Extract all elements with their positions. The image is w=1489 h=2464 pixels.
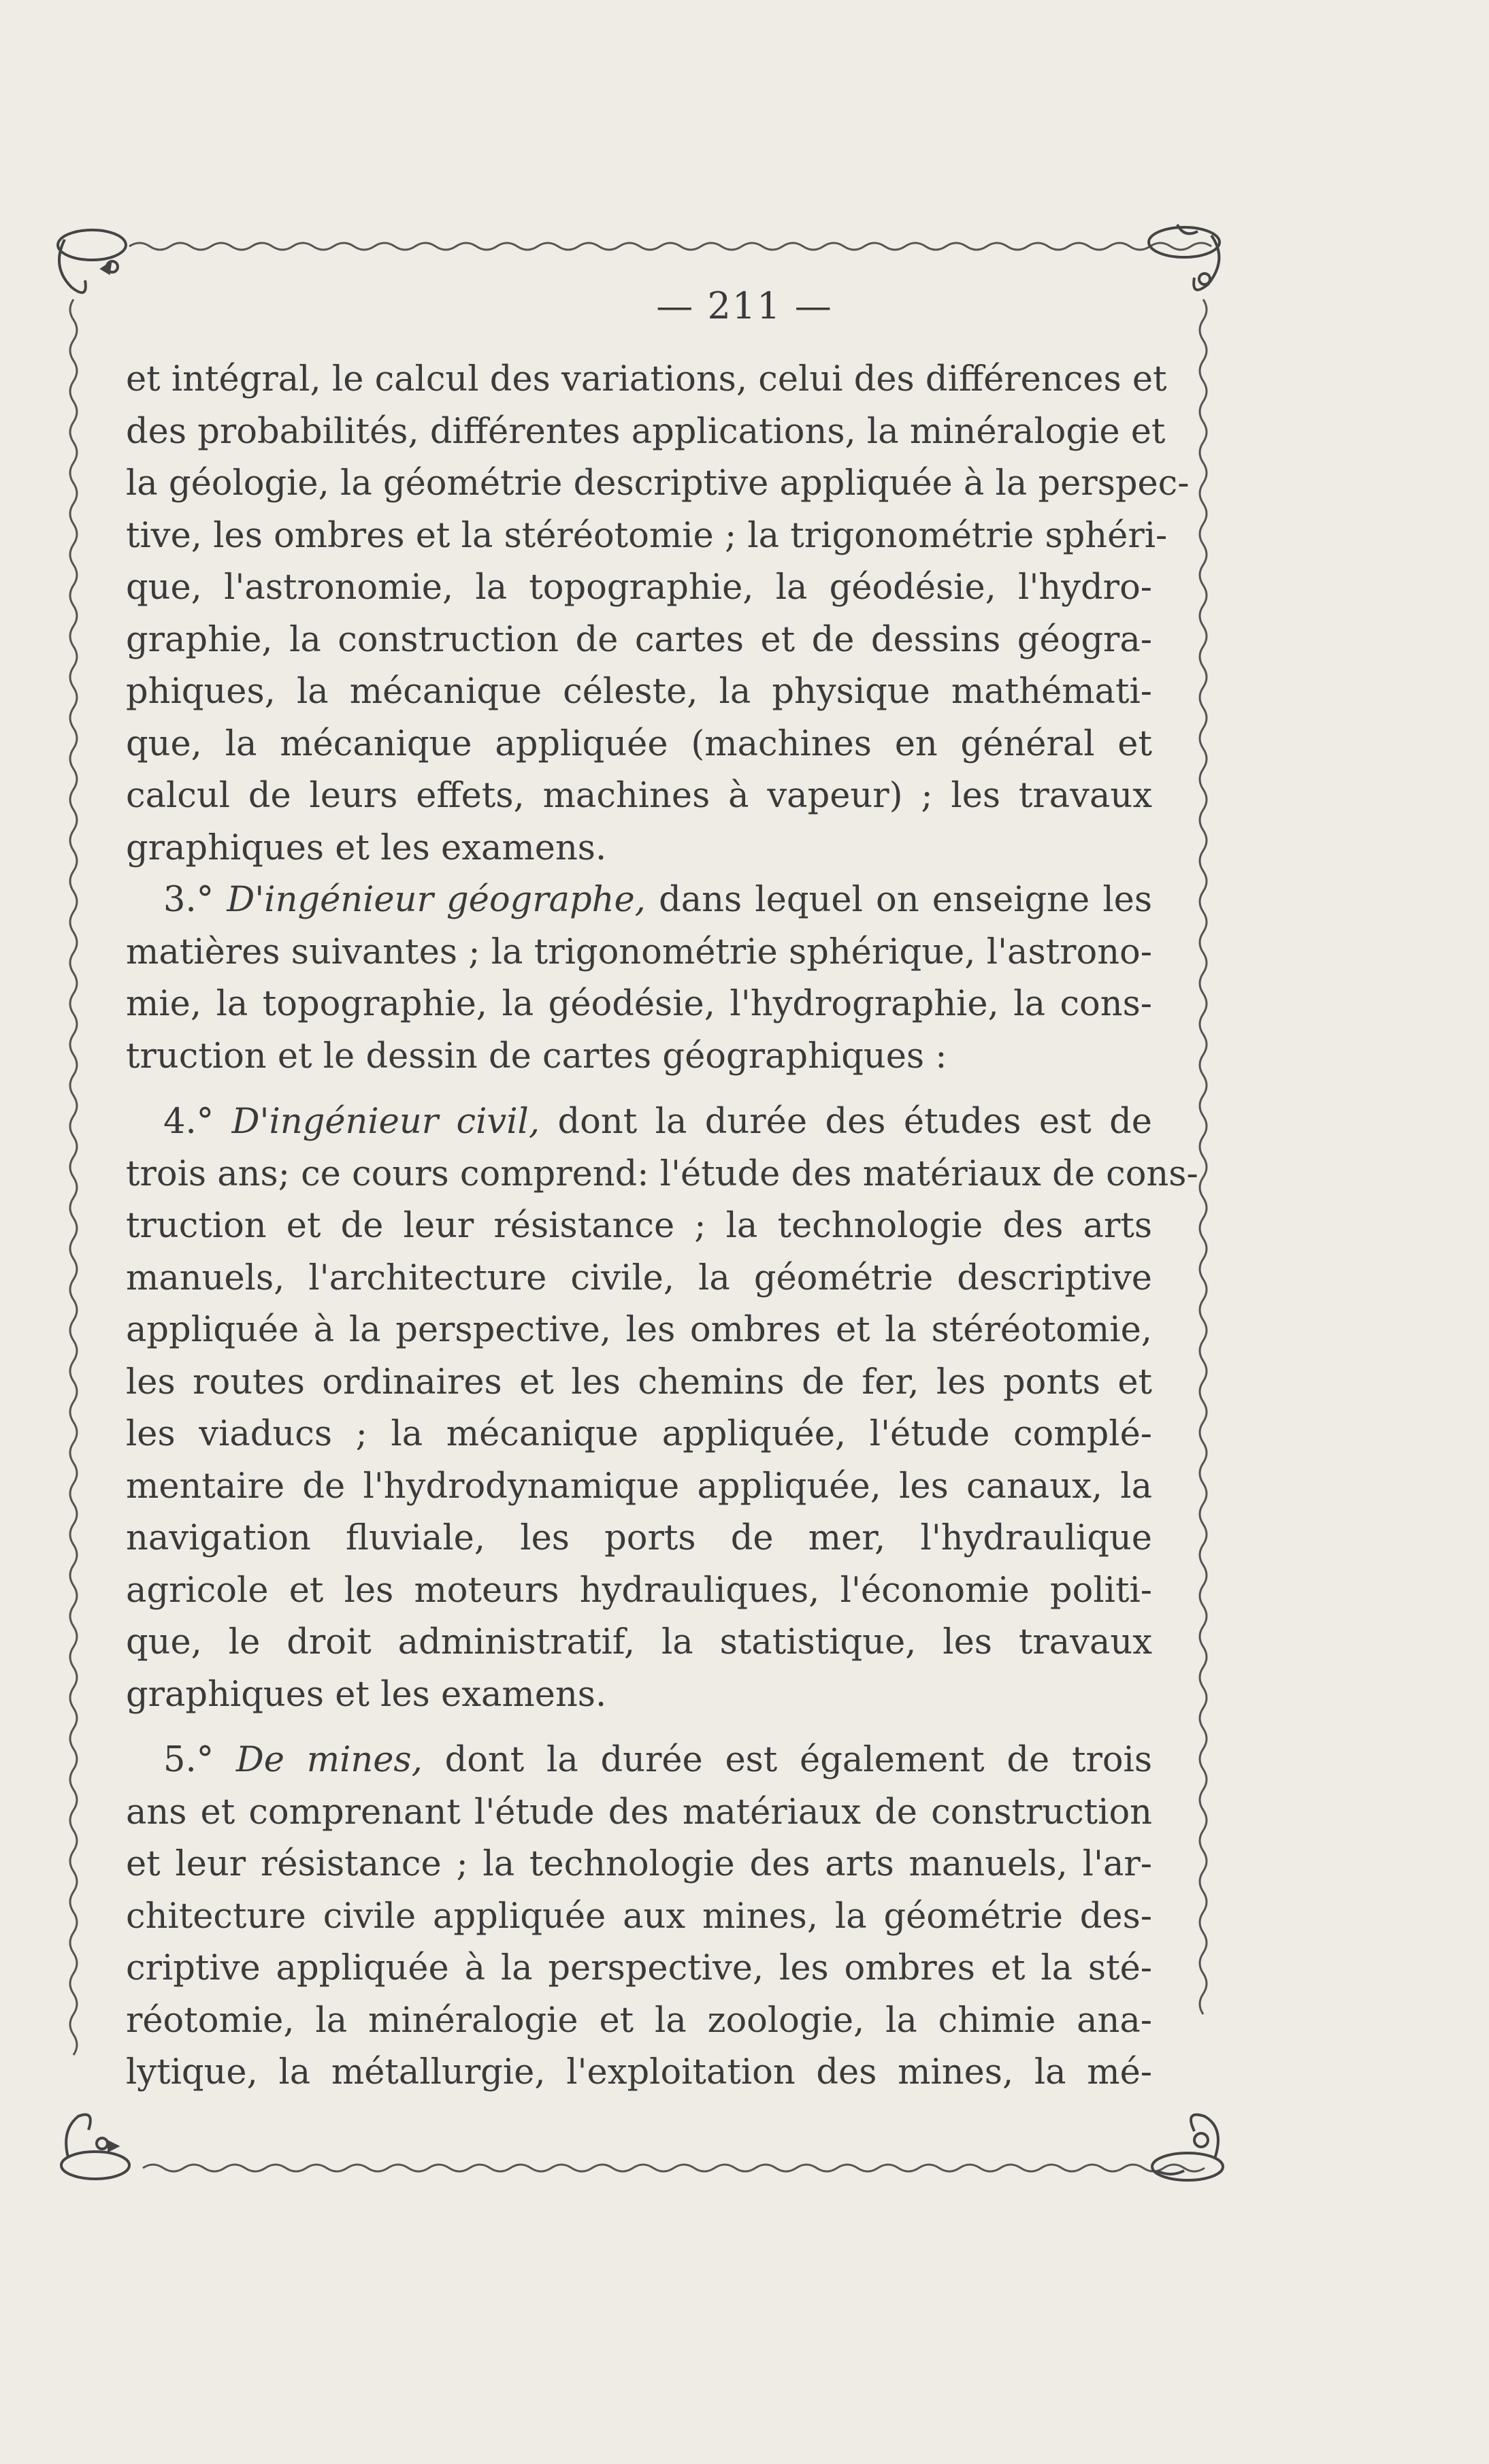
text-line: agricole et les moteurs hydrauliques, l'économie politi- [126, 1570, 1152, 1611]
right-wavy-rule [1200, 299, 1207, 2014]
text-line: mie, la topographie, la géodésie, l'hydrographie, la cons- [126, 984, 1152, 1024]
text-line: manuels, l'architecture civile, la géométrie descriptive [126, 1258, 1152, 1298]
item-title: De mines, [235, 1740, 423, 1780]
corner-flourish-top-right [1149, 225, 1220, 290]
text-line: truction et le dessin de cartes géographiques : [126, 1036, 947, 1077]
item-number: 3.° [163, 880, 214, 920]
page-number: — 211 — [656, 284, 833, 327]
text-fragment: dont la durée des études est de [557, 1102, 1152, 1142]
text-line: graphiques et les examens. [126, 827, 607, 868]
body-text [126, 354, 1198, 2099]
text-line: tive, les ombres et la stéréotomie ; la trigonométrie sphéri- [126, 515, 1168, 556]
text-line: lytique, la métallurgie, l'exploitation des mines, la mé- [126, 2052, 1152, 2092]
text-line: trois ans; ce cours comprend: l'étude des matériaux de cons- [126, 1153, 1198, 1194]
text-line: et intégral, le calcul des variations, celui des différences et [126, 359, 1167, 399]
corner-flourish-bottom-left [61, 2115, 129, 2180]
text-line: appliquée à la perspective, les ombres et la stéréotomie, [126, 1310, 1152, 1350]
item-number: 5.° [163, 1740, 214, 1780]
text-line: graphie, la construction de cartes et de dessins géogra- [126, 619, 1152, 660]
text-line: que, la mécanique appliquée (machines en général et [126, 723, 1152, 764]
text-fragment: dans lequel on enseigne les [659, 880, 1153, 920]
text-fragment: dont la durée est également de trois [444, 1740, 1153, 1780]
bottom-wavy-rule [143, 2165, 1205, 2171]
text-line: que, l'astronomie, la topographie, la géodésie, l'hydro- [126, 568, 1152, 608]
paragraph-heading-line [126, 874, 1152, 927]
item-title: D'ingénieur civil, [231, 1102, 540, 1142]
text-line: phiques, la mécanique céleste, la physique mathémati- [126, 672, 1152, 712]
left-wavy-rule [70, 299, 77, 2055]
text-line: matières suivantes ; la trigonométrie sphérique, l'astrono- [126, 932, 1152, 972]
top-wavy-rule [129, 243, 1211, 250]
paragraph-heading-line [126, 1735, 1152, 1787]
text-line: la géologie, la géométrie descriptive appliquée à la perspec- [126, 463, 1190, 504]
text-line: et leur résistance ; la technologie des arts manuels, l'ar- [126, 1844, 1152, 1884]
paragraph-3 [126, 874, 1152, 1083]
text-line: ans et comprenant l'étude des matériaux de construction [126, 1792, 1152, 1833]
text-line: chitecture civile appliquée aux mines, la géométrie des- [126, 1896, 1152, 1937]
item-number: 4.° [163, 1102, 214, 1142]
paragraph-1 [126, 354, 1190, 874]
text-line: calcul de leurs effets, machines à vapeur) ; les travaux [126, 776, 1152, 816]
text-line: navigation fluviale, les ports de mer, l'hydraulique [126, 1518, 1152, 1558]
text-line: les viaducs ; la mécanique appliquée, l'étude complé- [126, 1414, 1152, 1454]
text-line: que, le droit administratif, la statistique, les travaux [126, 1622, 1152, 1662]
text-line: graphiques et les examens. [126, 1674, 607, 1715]
text-line: mentaire de l'hydrodynamique appliquée, les canaux, la [126, 1466, 1152, 1507]
corner-flourish-top-left [58, 230, 126, 293]
paragraph-4 [126, 1096, 1198, 1721]
text-line: criptive appliquée à la perspective, les ombres et la sté- [126, 1948, 1152, 1988]
item-title: D'ingénieur géographe, [227, 880, 646, 920]
text-line: réotomie, la minéralogie et la zoologie, la chimie ana- [126, 2000, 1152, 2041]
text-line: les routes ordinaires et les chemins de fer, les ponts et [126, 1362, 1152, 1402]
paragraph-5 [126, 1735, 1152, 2099]
paragraph-heading-line [126, 1096, 1152, 1149]
text-line: des probabilités, différentes applications, la minéralogie et [126, 411, 1166, 452]
text-line: truction et de leur résistance ; la technologie des arts [126, 1206, 1152, 1246]
